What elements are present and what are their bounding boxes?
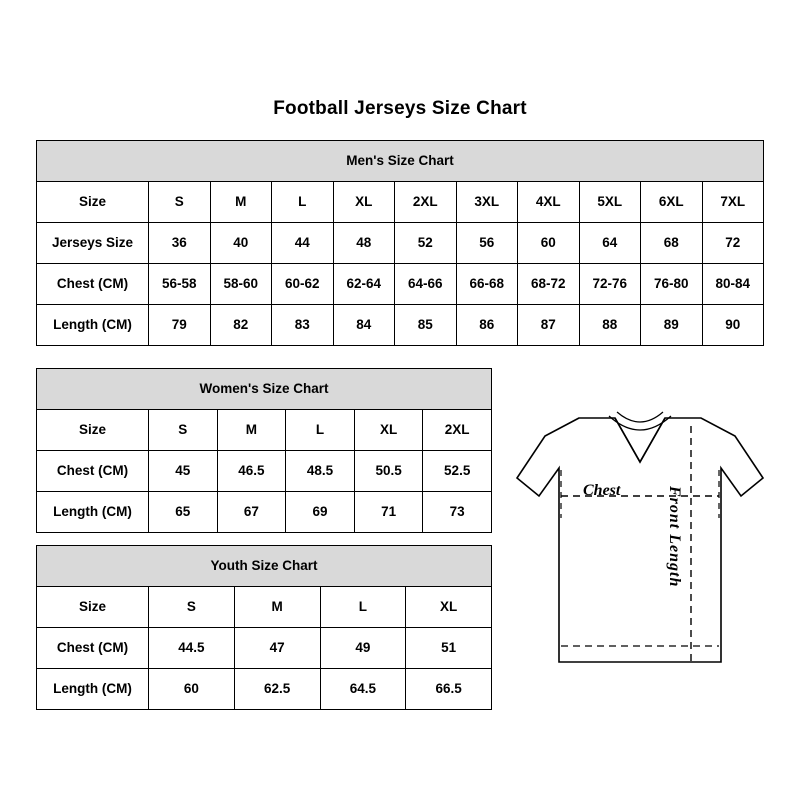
table-cell: 68-72 — [518, 264, 580, 305]
table-cell: 45 — [149, 451, 218, 492]
column-header: 2XL — [423, 410, 492, 451]
table-cell: 48 — [333, 223, 395, 264]
chest-annotation-label: Chest — [583, 482, 621, 499]
column-header: 7XL — [702, 182, 764, 223]
mens-size-table — [36, 140, 764, 346]
table-row — [37, 492, 492, 533]
table-cell: 65 — [149, 492, 218, 533]
table-cell: 67 — [217, 492, 286, 533]
table-cell: 69 — [286, 492, 355, 533]
table-cell: 60 — [518, 223, 580, 264]
table-header-row — [37, 587, 492, 628]
row-header-label: Size — [37, 182, 149, 223]
table-cell: 56 — [456, 223, 518, 264]
table-cell: 73 — [423, 492, 492, 533]
front-length-annotation-label: Front Length — [666, 486, 683, 588]
row-label: Chest (CM) — [37, 628, 149, 669]
column-header: S — [149, 587, 235, 628]
table-row — [37, 264, 764, 305]
table-cell: 72 — [702, 223, 764, 264]
mens-table-caption: Men's Size Chart — [37, 141, 764, 182]
column-header: XL — [406, 587, 492, 628]
table-cell: 49 — [320, 628, 406, 669]
column-header: 3XL — [456, 182, 518, 223]
row-label: Chest (CM) — [37, 451, 149, 492]
table-cell: 64 — [579, 223, 641, 264]
table-cell: 44.5 — [149, 628, 235, 669]
table-cell: 64.5 — [320, 669, 406, 710]
table-cell: 84 — [333, 305, 395, 346]
column-header: 5XL — [579, 182, 641, 223]
table-cell: 71 — [354, 492, 423, 533]
row-label: Length (CM) — [37, 305, 149, 346]
table-cell: 85 — [395, 305, 457, 346]
table-cell: 66-68 — [456, 264, 518, 305]
jersey-outline-icon — [505, 400, 775, 690]
table-caption-row — [37, 369, 492, 410]
column-header: 2XL — [395, 182, 457, 223]
table-cell: 66.5 — [406, 669, 492, 710]
table-cell: 88 — [579, 305, 641, 346]
table-cell: 86 — [456, 305, 518, 346]
womens-size-table — [36, 368, 492, 533]
row-header-label: Size — [37, 587, 149, 628]
table-cell: 36 — [149, 223, 211, 264]
collar-line-outer — [609, 416, 671, 430]
table-cell: 62.5 — [234, 669, 320, 710]
column-header: 6XL — [641, 182, 703, 223]
table-cell: 82 — [210, 305, 272, 346]
table-cell: 64-66 — [395, 264, 457, 305]
collar-line-inner — [617, 412, 663, 422]
table-cell: 60 — [149, 669, 235, 710]
jersey-body-path — [517, 418, 763, 662]
table-cell: 90 — [702, 305, 764, 346]
table-cell: 51 — [406, 628, 492, 669]
column-header: M — [234, 587, 320, 628]
table-cell: 72-76 — [579, 264, 641, 305]
table-cell: 52.5 — [423, 451, 492, 492]
column-header: S — [149, 410, 218, 451]
table-cell: 58-60 — [210, 264, 272, 305]
column-header: L — [272, 182, 334, 223]
table-cell: 50.5 — [354, 451, 423, 492]
table-row — [37, 305, 764, 346]
column-header: XL — [333, 182, 395, 223]
column-header: L — [286, 410, 355, 451]
row-label: Length (CM) — [37, 669, 149, 710]
youth-table-caption: Youth Size Chart — [37, 546, 492, 587]
row-label: Chest (CM) — [37, 264, 149, 305]
table-caption-row — [37, 141, 764, 182]
table-cell: 40 — [210, 223, 272, 264]
table-cell: 44 — [272, 223, 334, 264]
table-cell: 79 — [149, 305, 211, 346]
table-cell: 52 — [395, 223, 457, 264]
table-header-row — [37, 182, 764, 223]
table-row — [37, 628, 492, 669]
womens-table-caption: Women's Size Chart — [37, 369, 492, 410]
column-header: XL — [354, 410, 423, 451]
table-row — [37, 223, 764, 264]
column-header: M — [210, 182, 272, 223]
column-header: S — [149, 182, 211, 223]
table-cell: 87 — [518, 305, 580, 346]
table-cell: 60-62 — [272, 264, 334, 305]
column-header: M — [217, 410, 286, 451]
table-cell: 56-58 — [149, 264, 211, 305]
table-cell: 76-80 — [641, 264, 703, 305]
table-cell: 47 — [234, 628, 320, 669]
row-label: Jerseys Size — [37, 223, 149, 264]
table-row — [37, 451, 492, 492]
row-header-label: Size — [37, 410, 149, 451]
row-label: Length (CM) — [37, 492, 149, 533]
table-cell: 48.5 — [286, 451, 355, 492]
table-caption-row — [37, 546, 492, 587]
table-cell: 83 — [272, 305, 334, 346]
table-cell: 62-64 — [333, 264, 395, 305]
table-cell: 80-84 — [702, 264, 764, 305]
jersey-diagram — [505, 400, 775, 690]
youth-size-table — [36, 545, 492, 710]
table-cell: 68 — [641, 223, 703, 264]
column-header: 4XL — [518, 182, 580, 223]
collar-vneck-path — [615, 418, 665, 462]
table-header-row — [37, 410, 492, 451]
table-cell: 89 — [641, 305, 703, 346]
column-header: L — [320, 587, 406, 628]
page-title: Football Jerseys Size Chart — [273, 98, 527, 119]
table-row — [37, 669, 492, 710]
table-cell: 46.5 — [217, 451, 286, 492]
